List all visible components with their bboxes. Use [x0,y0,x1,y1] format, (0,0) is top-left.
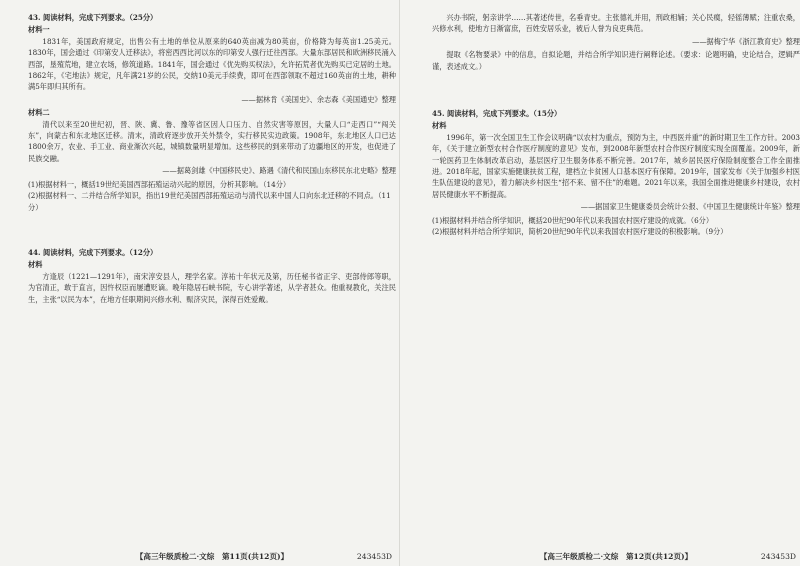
question-43-part-1: (1)根据材料一，概括19世纪美国西部拓殖运动兴起的原因，分析其影响。（14分） [28,179,291,189]
page-12-exam-code: 243453D [760,552,796,561]
question-44-task: 提取《名物要录》中的信息，自拟论题，并结合所学知识进行阐释论述。（要求：论题明确，史论结合，逻辑严谨，表述成文。） [432,50,800,71]
material-1-source: ——据林肯《美国史》、余志森《美国通史》整理 [241,94,396,104]
question-44-heading: 44. 阅读材料，完成下列要求。（12分） [28,247,158,257]
question-44-continued [432,12,800,72]
material-1-label: 材料一 [28,25,50,35]
page-fold-line [399,0,400,566]
question-45-part-1: (1)根据材料并结合所学知识，概括20世纪90年代以来我国农村医疗建设的成就。（6分） [432,215,714,225]
question-44-source: ——据梅宁华《浙江教育史》整理 [692,36,800,46]
question-44-material-label: 材料 [28,260,43,270]
question-44-material-continued: 兴办书院，躬亲讲学……其著述传世，名垂青史。主张德礼并用，刑政相辅；关心民瘼，轻徭薄赋；注重农桑，兴修水利，使地方日渐富庶，百姓安居乐业，被后人誉为良吏典范。 [432,13,800,34]
material-1-text: 1831年，美国政府规定，出售公有土地的单位从原来的640英亩减为80英亩，价格降为每英亩1.25美元。1830年，国会通过《印第安人迁移法》，将密西西比河以东的印第安人强行迁往西部。大量东部居民和欧洲移民涌入西部，垦殖荒地，建立农场，修筑道路。1841年，国会通过《优先购买权法》，允许拓荒者优先购买已定居的土地。1862年，《宅地法》规定，凡年满21岁的公民，交纳10美元手续费，即可在西部领取不超过160英亩的土地，耕种满5年即归其所有。 [28,36,396,92]
page-11 [28,12,396,561]
page-12-footer-label: 【高三年级质检二·文综 第12页(共12页)】 [539,552,693,561]
question-45-heading: 45. 阅读材料，完成下列要求。（15分） [432,109,562,119]
question-45-material-text: 1996年，第一次全国卫生工作会议明确“以农村为重点，预防为主，中西医并重”的新时期卫生工作方针。2003年，《关于建立新型农村合作医疗制度的意见》发布，到2008年新型农村合作医疗制度实现全面覆盖。2009年，新一轮医药卫生体制改革启动，基层医疗卫生服务体系不断完善。2017年，城乡居民医疗保险制度整合工作全面推进。2018年起，国家实施健康扶贫工程，建档立卡贫困人口基本医疗有保障。2019年，国家发布《关于加强乡村医生队伍建设的意见》，着力解决乡村医生“招不来、留不住”的难题。2021年以来，我国全面推进健康乡村建设，农村居民健康水平不断提高。 [432,132,800,199]
answer-space [432,72,800,108]
page-11-footer-label: 【高三年级质检二·文综 第11页(共12页)】 [135,552,289,561]
page-11-exam-code: 243453D [356,552,392,561]
page-12 [432,12,800,561]
question-44 [28,247,396,305]
question-45-material-label: 材料 [432,121,447,131]
question-45 [432,108,800,237]
question-44-material-text: 方逢辰（1221—1291年），南宋淳安县人，理学名家。淳祐十年状元及第，历任秘书省正字、吏部侍郎等职，为官清正，敢于直言，因忤权臣而屡遭贬谪。晚年隐居石峡书院，专心讲学著述，从学者甚众。他重视教化，关注民生，主张“以民为本”，在地方任职期间兴修水利、赈济灾民，深得百姓爱戴。 [28,271,396,304]
material-2-text: 清代以来至20世纪初，晋、陕、冀、鲁、豫等省区因人口压力、自然灾害等原因，大量人口“走西口”“闯关东”，向蒙古和东北地区迁移。清末，清政府逐步放开关外禁令，实行移民实边政策。1908年，东北地区人口已达1800余万，农业、手工业、商业渐次兴起，城镇数量明显增加。这些移民的到来带动了边疆地区的开发，也促进了民族交融。 [28,119,396,163]
material-2-label: 材料二 [28,108,50,118]
question-43-heading: 43. 阅读材料，完成下列要求。（25分） [28,13,158,22]
question-43-part-2: (2)根据材料一、二并结合所学知识，指出19世纪美国西部拓殖运动与清代以来中国人口向东北迁移的不同点。（11分） [28,191,391,212]
question-45-source: ——据国家卫生健康委员会统计公报、《中国卫生健康统计年鉴》整理 [580,202,800,212]
question-45-part-2: (2)根据材料并结合所学知识，简析20世纪90年代以来我国农村医疗建设的积极影响。（9分） [432,227,728,237]
answer-space [28,213,396,247]
question-43 [28,12,396,213]
material-2-source: ——据葛剑雄《中国移民史》、路遇《清代和民国山东移民东北史略》整理 [162,166,396,176]
